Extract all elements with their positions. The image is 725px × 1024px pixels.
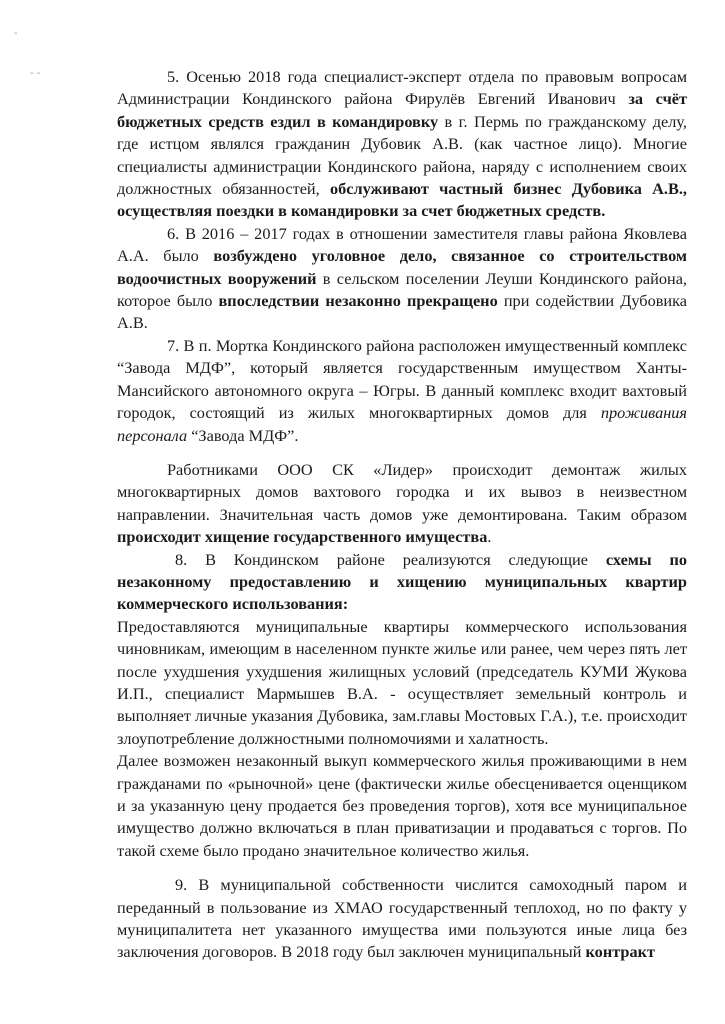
- paragraph-p9: [117, 874, 687, 964]
- paragraph-p6: [117, 223, 687, 335]
- italic-text: проживания персонала: [117, 403, 687, 445]
- bold-text: впоследствии незаконно прекращено: [218, 291, 498, 311]
- paragraph-p8b: [117, 616, 687, 750]
- paragraph-p8c: [117, 750, 687, 862]
- text-run: Работниками ООО СК «Лидер» происходит демонтаж жилых многоквартирных домов вахтового городка и их вывоз в неизвестном направлении. Значительная часть домов уже демонтирована. Таким образом: [117, 459, 687, 524]
- document-body: [117, 66, 687, 964]
- bold-text: возбуждено уголовное дело, связанное со строительством водоочистных вооружений: [117, 246, 687, 288]
- text-run: 6. В 2016 – 2017 годах в отношении заместителя главы района Яковлева А.А. было: [117, 223, 687, 266]
- bold-text: за счёт бюджетных средств ездил в командировку: [117, 89, 687, 131]
- text-run: .: [487, 527, 492, 547]
- text-run: в сельском поселении Леуши Кондинского района, которое было: [117, 268, 687, 311]
- bold-text: схемы по незаконному предоставлению и хищению муниципальных квартир коммерческого использования:: [117, 549, 687, 614]
- paragraph-p5: [117, 66, 687, 223]
- text-run: 9. В муниципальной собственности числится самоходный паром и переданный в пользование из ХМАО государственный теплоход, но по факту у муниципалитета нет указанного имущества ими пользуются иные лица без заключения договоров. В 2018 году был заключен муниципальный: [117, 875, 687, 962]
- paragraph-p7: [117, 335, 687, 447]
- text-run: в г. Пермь по гражданскому делу, где истцом являлся гражданин Дубовик А.В. (как частное лицо). Многие специалисты администрации Кондинского района, наряду с исполнением своих должностных обязанностей,: [117, 111, 687, 199]
- text-run: Предоставляются муниципальные квартиры коммерческого использования чиновникам, имеющим в населенном пункте жилье или ранее, чем через пять лет после ухудшения ухудшения жилищных условий (председатель КУМИ Жукова И.П., специалист Мармышев В.А. - осуществляет земельный контроль и выполняет личные указания Дубовика, зам.главы Мостовых Г.А.), т.е. происходит злоупотребление должностными полномочиями и халатность.: [117, 616, 687, 748]
- text-run: при содействии Дубовика А.В.: [117, 291, 687, 333]
- margin-mark: -: [14, 28, 18, 39]
- text-run: Далее возможен незаконный выкуп коммерческого жилья проживающими в нем гражданами по «рыночной» цене (фактически жилье обесценивается оценщиком и за указанную цену продается без проведения торгов), хотя все муниципальное имущество должно включаться в план приватизации и продаваться с торгов. По такой схеме было продано значительное количество жилья.: [117, 751, 687, 860]
- bold-text: обслуживают частный бизнес Дубовика А.В., осуществляя поездки в командировки за счет бюджетных средств.: [117, 179, 688, 221]
- bold-text: контракт: [585, 942, 655, 962]
- margin-mark: - -: [30, 68, 41, 79]
- text-run: 8. В Кондинском районе реализуются следующие: [175, 549, 606, 569]
- paragraph-p7b: [117, 459, 687, 549]
- text-run: “Завода МДФ”.: [187, 425, 299, 445]
- paragraph-p8: [117, 549, 687, 616]
- text-run: 7. В п. Мортка Кондинского района расположен имущественный комплекс “Завода МДФ”, который является государственным имуществом Ханты-Мансийского автономного округа – Югры. В данный комплекс входит вахтовый городок, состоящий из жилых многоквартирных домов для: [117, 335, 687, 423]
- text-run: 5. Осенью 2018 года специалист-эксперт отдела по правовым вопросам Администрации Кондинского района Фирулёв Евгений Иванович: [117, 67, 687, 109]
- bold-text: происходит хищение государственного имущества: [117, 527, 488, 547]
